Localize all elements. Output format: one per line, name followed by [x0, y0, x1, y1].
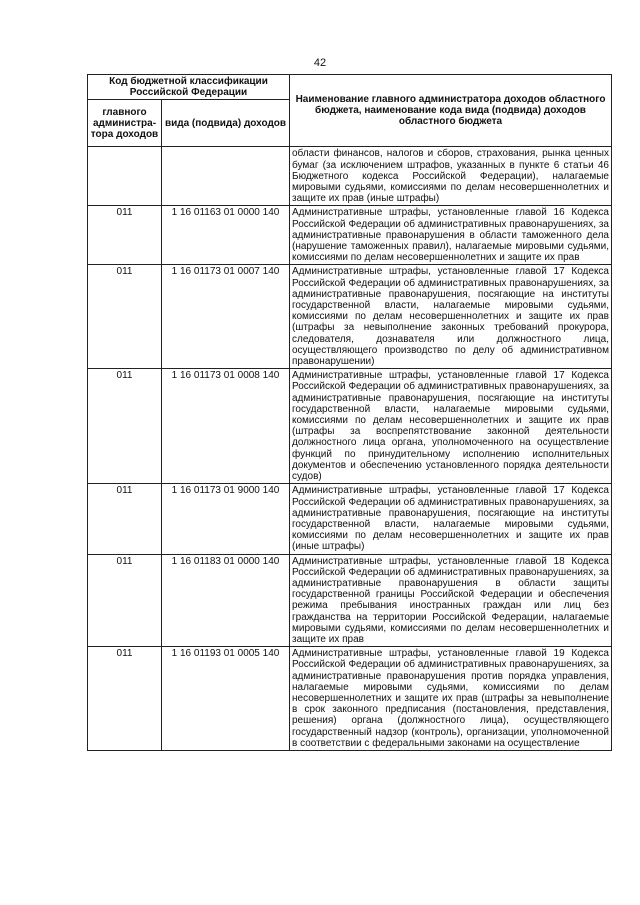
- cell-admin-code: 011: [88, 647, 162, 751]
- cell-revenue-name: Административные штрафы, установленные главой 17 Кодекса Российской Федерации об административных правонарушениях, за административные правонарушения, посягающие на институты государственной власти, налагаемые мировыми судьями, комиссиями по делам несовершеннолетних и защите их прав (штрафы за невыполнение законных требований прокурора, следователя, дознавателя или должностного лица, осуществляющего производство по делу об административном правонарушении): [290, 265, 612, 369]
- header-admin-column: главного администра-тора доходов: [88, 100, 162, 147]
- cell-revenue-name: Административные штрафы, установленные главой 19 Кодекса Российской Федерации об административных правонарушениях, за административные правонарушения против порядка управления, налагаемые мировыми судьями, комиссиями по делам несовершеннолетних и защите их прав (штрафы за невыполнение в срок законного предписания (постановления, представления, решения) органа (должностного лица), осуществляющего государственный надзор (контроль), организации, уполномоченной в соответствии с федеральными законами на осуществление: [290, 647, 612, 751]
- cell-revenue-name: Административные штрафы, установленные главой 17 Кодекса Российской Федерации об административных правонарушениях, за административные правонарушения, посягающие на институты государственной власти, налагаемые мировыми судьями, комиссиями по делам несовершеннолетних и защите их прав (иные штрафы): [290, 484, 612, 554]
- cell-revenue-code: 1 16 01173 01 0007 140: [162, 265, 290, 369]
- cell-revenue-name: Административные штрафы, установленные главой 18 Кодекса Российской Федерации об административных правонарушениях, за административные правонарушения в области защиты государственной границы Российской Федерации и обеспечения режима пребывания иностранных граждан или лиц без гражданства на территории Российской Федерации, налагаемые мировыми судьями, комиссиями по делам несовершеннолетних и защите их прав: [290, 554, 612, 647]
- page-number: 42: [313, 57, 327, 69]
- table-row: [88, 147, 612, 206]
- cell-admin-code: 011: [88, 554, 162, 647]
- header-code-column: вида (подвида) доходов: [162, 100, 290, 147]
- table-header-row: [88, 75, 612, 100]
- table-row: [88, 206, 612, 265]
- table-row: [88, 554, 612, 647]
- cell-admin-code: 011: [88, 369, 162, 484]
- cell-admin-code: [88, 147, 162, 206]
- table-row: [88, 265, 612, 369]
- cell-revenue-name: области финансов, налогов и сборов, страхования, рынка ценных бумаг (за исключением штрафов, указанных в пункте 6 статьи 46 Бюджетного кодекса Российской Федерации), налагаемые мировыми судьями, комиссиями по делам несовершеннолетних и защите их прав (иные штрафы): [290, 147, 612, 206]
- cell-admin-code: 011: [88, 265, 162, 369]
- cell-admin-code: 011: [88, 484, 162, 554]
- cell-revenue-code: 1 16 01193 01 0005 140: [162, 647, 290, 751]
- cell-revenue-code: 1 16 01163 01 0000 140: [162, 206, 290, 265]
- budget-classification-table: [87, 74, 612, 751]
- cell-revenue-name: Административные штрафы, установленные главой 17 Кодекса Российской Федерации об административных правонарушениях, за административные правонарушения, посягающие на институты государственной власти, налагаемые мировыми судьями, комиссиями по делам несовершеннолетних и защите их прав (штрафы за воспрепятствование законной деятельности должностного лица органа, уполномоченного на осуществление функций по принудительному исполнению исполнительных документов и обеспечению установленного порядка деятельности судов): [290, 369, 612, 484]
- cell-revenue-code: 1 16 01173 01 0008 140: [162, 369, 290, 484]
- cell-revenue-code: 1 16 01173 01 9000 140: [162, 484, 290, 554]
- cell-revenue-code: 1 16 01183 01 0000 140: [162, 554, 290, 647]
- table-row: [88, 647, 612, 751]
- cell-revenue-code: [162, 147, 290, 206]
- cell-revenue-name: Административные штрафы, установленные главой 16 Кодекса Российской Федерации об административных правонарушениях, за административные правонарушения в области таможенного дела (нарушение таможенных правил), налагаемые мировыми судьями, комиссиями по делам несовершеннолетних и защите их прав: [290, 206, 612, 265]
- header-name-column: Наименование главного администратора доходов областного бюджета, наименование кода вида (подвида) доходов областного бюджета: [290, 75, 612, 147]
- header-bcc-group: Код бюджетной классификации Российской Федерации: [88, 75, 290, 100]
- table-row: [88, 369, 612, 484]
- table-row: [88, 484, 612, 554]
- cell-admin-code: 011: [88, 206, 162, 265]
